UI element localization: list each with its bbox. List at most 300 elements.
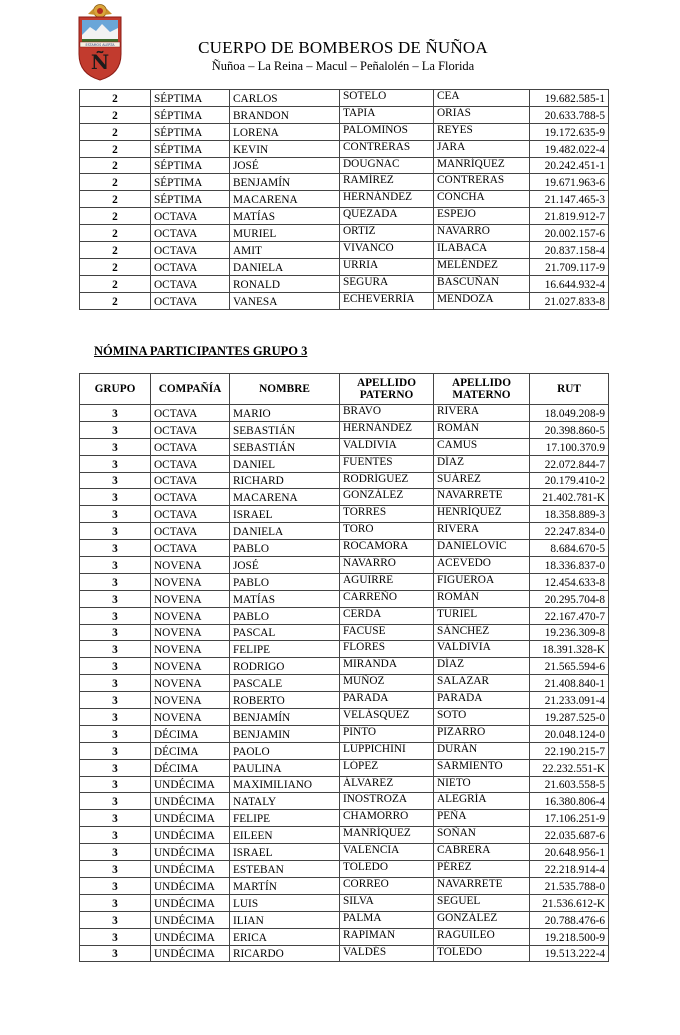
nombre-cell: LUIS [230, 894, 340, 911]
apellido-materno-cell: ACEVEDO [434, 557, 530, 574]
nombre-cell: EILEEN [230, 827, 340, 844]
grupo-cell: 3 [80, 455, 151, 472]
table-row [80, 258, 609, 275]
nombre-cell: RICHARD [230, 472, 340, 489]
grupo-cell: 2 [80, 106, 151, 123]
rut-cell: 20.242.451-1 [530, 157, 609, 174]
rut-cell: 18.391.328-K [530, 641, 609, 658]
grupo-cell: 2 [80, 174, 151, 191]
table-row [80, 928, 609, 945]
apellido-paterno-cell: HERNÁNDEZ [340, 191, 434, 208]
apellido-paterno-cell: CERDA [340, 607, 434, 624]
rut-cell: 22.072.844-7 [530, 455, 609, 472]
compania-cell: NOVENA [151, 709, 230, 726]
compania-cell: UNDÉCIMA [151, 844, 230, 861]
table-row [80, 692, 609, 709]
table-row [80, 489, 609, 506]
grupo-cell: 2 [80, 191, 151, 208]
apellido-paterno-cell: VALENCIA [340, 844, 434, 861]
table-row [80, 191, 609, 208]
nombre-cell: MATÍAS [230, 590, 340, 607]
compania-cell: OCTAVA [151, 523, 230, 540]
table-row [80, 709, 609, 726]
compania-cell: OCTAVA [151, 506, 230, 523]
rut-cell: 18.358.889-3 [530, 506, 609, 523]
nombre-cell: JOSÉ [230, 157, 340, 174]
column-header-grupo: GRUPO [80, 374, 151, 405]
apellido-materno-cell: GONZÁLEZ [434, 911, 530, 928]
grupo-cell: 3 [80, 877, 151, 894]
table-row [80, 405, 609, 422]
grupo-cell: 2 [80, 258, 151, 275]
grupo-cell: 3 [80, 827, 151, 844]
nombre-cell: MACARENA [230, 489, 340, 506]
grupo-cell: 3 [80, 405, 151, 422]
apellido-materno-cell: DÍAZ [434, 658, 530, 675]
compania-cell: UNDÉCIMA [151, 827, 230, 844]
rut-cell: 16.644.932-4 [530, 275, 609, 292]
apellido-paterno-cell: CARREÑO [340, 590, 434, 607]
rut-cell: 21.709.117-9 [530, 258, 609, 275]
apellido-paterno-cell: SILVA [340, 894, 434, 911]
rut-cell: 21.535.788-0 [530, 877, 609, 894]
compania-cell: SÉPTIMA [151, 90, 230, 107]
compania-cell: OCTAVA [151, 242, 230, 259]
apellido-paterno-cell: ROCAMORA [340, 540, 434, 557]
apellido-materno-cell: SÁNCHEZ [434, 624, 530, 641]
rut-cell: 18.336.837-0 [530, 557, 609, 574]
apellido-paterno-cell: FUENTES [340, 455, 434, 472]
compania-cell: NOVENA [151, 607, 230, 624]
table-row [80, 675, 609, 692]
grupo-cell: 2 [80, 225, 151, 242]
apellido-materno-cell: ILABACA [434, 242, 530, 259]
table-row [80, 275, 609, 292]
group3-participants-table [79, 373, 609, 962]
compania-cell: NOVENA [151, 675, 230, 692]
table-row [80, 844, 609, 861]
apellido-paterno-cell: BRAVO [340, 405, 434, 422]
nombre-cell: BENJAMÍN [230, 174, 340, 191]
apellido-materno-cell: HENRÍQUEZ [434, 506, 530, 523]
nombre-cell: JOSÉ [230, 557, 340, 574]
apellido-materno-cell: DANIELOVIC [434, 540, 530, 557]
apellido-paterno-cell: SOTELO [340, 90, 434, 107]
table-row [80, 725, 609, 742]
rut-cell: 22.232.551-K [530, 759, 609, 776]
apellido-paterno-cell: AGUIRRE [340, 573, 434, 590]
grupo-cell: 3 [80, 472, 151, 489]
grupo-cell: 3 [80, 421, 151, 438]
grupo-cell: 3 [80, 759, 151, 776]
grupo-cell: 2 [80, 242, 151, 259]
apellido-paterno-cell: FACUSE [340, 624, 434, 641]
table-row [80, 506, 609, 523]
table-row [80, 540, 609, 557]
nombre-cell: BENJAMÍN [230, 709, 340, 726]
grupo-cell: 3 [80, 675, 151, 692]
table-row [80, 472, 609, 489]
rut-cell: 20.002.157-6 [530, 225, 609, 242]
compania-cell: UNDÉCIMA [151, 810, 230, 827]
nombre-cell: BENJAMIN [230, 725, 340, 742]
table-row [80, 776, 609, 793]
nombre-cell: LORENA [230, 123, 340, 140]
compania-cell: NOVENA [151, 557, 230, 574]
apellido-materno-cell: ROMÁN [434, 421, 530, 438]
nombre-cell: ERICA [230, 928, 340, 945]
apellido-paterno-cell: NAVARRO [340, 557, 434, 574]
apellido-paterno-cell: LUPPICHINI [340, 742, 434, 759]
apellido-materno-cell: JARA [434, 140, 530, 157]
apellido-materno-cell: NAVARRETE [434, 877, 530, 894]
apellido-materno-cell: DÍAZ [434, 455, 530, 472]
rut-cell: 19.236.309-8 [530, 624, 609, 641]
compania-cell: UNDÉCIMA [151, 877, 230, 894]
grupo-cell: 3 [80, 844, 151, 861]
nombre-cell: ROBERTO [230, 692, 340, 709]
compania-cell: SÉPTIMA [151, 174, 230, 191]
apellido-materno-cell: ALEGRÍA [434, 793, 530, 810]
compania-cell: OCTAVA [151, 455, 230, 472]
rut-cell: 22.035.687-6 [530, 827, 609, 844]
compania-cell: UNDÉCIMA [151, 894, 230, 911]
table-row [80, 157, 609, 174]
grupo-cell: 2 [80, 208, 151, 225]
grupo-cell: 3 [80, 523, 151, 540]
rut-cell: 19.172.635-9 [530, 123, 609, 140]
apellido-paterno-cell: QUEZADA [340, 208, 434, 225]
apellido-paterno-cell: ORTIZ [340, 225, 434, 242]
grupo-cell: 3 [80, 911, 151, 928]
apellido-materno-cell: PÉREZ [434, 861, 530, 878]
table-row [80, 945, 609, 962]
apellido-materno-cell: RAGUILEO [434, 928, 530, 945]
compania-cell: UNDÉCIMA [151, 928, 230, 945]
column-header-compania: COMPAÑÍA [151, 374, 230, 405]
apellido-materno-cell: ESPEJO [434, 208, 530, 225]
apellido-paterno-cell: URRIA [340, 258, 434, 275]
table-row [80, 557, 609, 574]
nombre-cell: ESTEBAN [230, 861, 340, 878]
rut-cell: 20.179.410-2 [530, 472, 609, 489]
grupo-cell: 3 [80, 810, 151, 827]
apellido-materno-cell: PARADA [434, 692, 530, 709]
apellido-paterno-cell: TORRES [340, 506, 434, 523]
apellido-paterno-cell: VALDÉS [340, 945, 434, 962]
apellido-paterno-cell: MANRÍQUEZ [340, 827, 434, 844]
rut-cell: 22.190.215-7 [530, 742, 609, 759]
nombre-cell: FELIPE [230, 810, 340, 827]
apellido-materno-cell: CEA [434, 90, 530, 107]
grupo-cell: 3 [80, 861, 151, 878]
compania-cell: NOVENA [151, 573, 230, 590]
rut-cell: 20.398.860-5 [530, 421, 609, 438]
apellido-materno-cell: BASCUÑAN [434, 275, 530, 292]
grupo-cell: 2 [80, 123, 151, 140]
apellido-materno-cell: CONCHA [434, 191, 530, 208]
table-row [80, 590, 609, 607]
compania-cell: SÉPTIMA [151, 123, 230, 140]
compania-cell: OCTAVA [151, 225, 230, 242]
nombre-cell: SEBASTIÁN [230, 438, 340, 455]
rut-cell: 21.536.612-K [530, 894, 609, 911]
nombre-cell: PASCALE [230, 675, 340, 692]
rut-cell: 21.819.912-7 [530, 208, 609, 225]
nombre-cell: PABLO [230, 607, 340, 624]
rut-cell: 19.218.500-9 [530, 928, 609, 945]
grupo-cell: 2 [80, 275, 151, 292]
apellido-materno-cell: NAVARRETE [434, 489, 530, 506]
apellido-materno-cell: VALDIVIA [434, 641, 530, 658]
table-row [80, 292, 609, 309]
apellido-materno-cell: ROMÁN [434, 590, 530, 607]
nombre-cell: FELIPE [230, 641, 340, 658]
rut-cell: 19.671.963-6 [530, 174, 609, 191]
table-row [80, 641, 609, 658]
apellido-materno-cell: TOLEDO [434, 945, 530, 962]
rut-cell: 20.295.704-8 [530, 590, 609, 607]
apellido-materno-cell: SUÁREZ [434, 472, 530, 489]
apellido-materno-cell: RIVERA [434, 523, 530, 540]
apellido-materno-cell: PEÑA [434, 810, 530, 827]
rut-cell: 19.287.525-0 [530, 709, 609, 726]
compania-cell: UNDÉCIMA [151, 945, 230, 962]
nombre-cell: RODRIGO [230, 658, 340, 675]
grupo-cell: 3 [80, 709, 151, 726]
table-row [80, 573, 609, 590]
compania-cell: OCTAVA [151, 292, 230, 309]
nombre-cell: MACARENA [230, 191, 340, 208]
apellido-paterno-cell: VALDIVIA [340, 438, 434, 455]
organization-subtitle: Ñuñoa – La Reina – Macul – Peñalolén – La Florida [211, 59, 475, 73]
apellido-paterno-cell: DOUGNAC [340, 157, 434, 174]
apellido-materno-cell: CONTRERAS [434, 174, 530, 191]
compania-cell: NOVENA [151, 692, 230, 709]
organization-title: CUERPO DE BOMBEROS DE ÑUÑOA [198, 38, 488, 57]
nombre-cell: DANIEL [230, 455, 340, 472]
grupo-cell: 3 [80, 624, 151, 641]
rut-cell: 8.684.670-5 [530, 540, 609, 557]
column-header-apellido-materno: APELLIDO MATERNO [434, 374, 530, 405]
rut-cell: 12.454.633-8 [530, 573, 609, 590]
apellido-paterno-cell: PALOMINOS [340, 123, 434, 140]
rut-cell: 20.788.476-6 [530, 911, 609, 928]
grupo-cell: 3 [80, 692, 151, 709]
compania-cell: SÉPTIMA [151, 140, 230, 157]
apellido-paterno-cell: CHAMORRO [340, 810, 434, 827]
apellido-paterno-cell: RODRÍGUEZ [340, 472, 434, 489]
apellido-paterno-cell: INOSTROZA [340, 793, 434, 810]
table-row [80, 877, 609, 894]
rut-cell: 21.147.465-3 [530, 191, 609, 208]
nombre-cell: PABLO [230, 573, 340, 590]
apellido-materno-cell: TURIEL [434, 607, 530, 624]
rut-cell: 20.048.124-0 [530, 725, 609, 742]
rut-cell: 20.648.956-1 [530, 844, 609, 861]
rut-cell: 20.633.788-5 [530, 106, 609, 123]
nombre-cell: BRANDON [230, 106, 340, 123]
rut-cell: 20.837.158-4 [530, 242, 609, 259]
apellido-paterno-cell: PARADA [340, 692, 434, 709]
apellido-paterno-cell: LÓPEZ [340, 759, 434, 776]
table-row [80, 793, 609, 810]
apellido-materno-cell: MENDOZA [434, 292, 530, 309]
table-header-row [80, 374, 609, 405]
rut-cell: 22.247.834-0 [530, 523, 609, 540]
apellido-paterno-cell: MUÑOZ [340, 675, 434, 692]
table-row [80, 455, 609, 472]
nombre-cell: PASCAL [230, 624, 340, 641]
table-row [80, 90, 609, 107]
table-row [80, 208, 609, 225]
apellido-paterno-cell: GONZÁLEZ [340, 489, 434, 506]
table-row [80, 911, 609, 928]
rut-cell: 21.408.840-1 [530, 675, 609, 692]
table-row [80, 827, 609, 844]
group2-participants-table [79, 89, 609, 310]
grupo-cell: 3 [80, 894, 151, 911]
nombre-cell: MATÍAS [230, 208, 340, 225]
compania-cell: OCTAVA [151, 275, 230, 292]
nombre-cell: PAOLO [230, 742, 340, 759]
grupo-cell: 3 [80, 658, 151, 675]
compania-cell: UNDÉCIMA [151, 861, 230, 878]
rut-cell: 22.167.470-7 [530, 607, 609, 624]
apellido-paterno-cell: TAPIA [340, 106, 434, 123]
apellido-materno-cell: CABRERA [434, 844, 530, 861]
grupo-cell: 2 [80, 90, 151, 107]
table-row [80, 174, 609, 191]
rut-cell: 21.233.091-4 [530, 692, 609, 709]
nombre-cell: DANIELA [230, 523, 340, 540]
nombre-cell: KEVIN [230, 140, 340, 157]
apellido-paterno-cell: VELÁSQUEZ [340, 709, 434, 726]
apellido-paterno-cell: PINTO [340, 725, 434, 742]
table-row [80, 225, 609, 242]
nombre-cell: CARLOS [230, 90, 340, 107]
compania-cell: NOVENA [151, 590, 230, 607]
apellido-materno-cell: PIZARRO [434, 725, 530, 742]
nombre-cell: PAULINA [230, 759, 340, 776]
compania-cell: OCTAVA [151, 540, 230, 557]
grupo-cell: 3 [80, 489, 151, 506]
apellido-paterno-cell: VIVANCO [340, 242, 434, 259]
rut-cell: 19.513.222-4 [530, 945, 609, 962]
apellido-paterno-cell: RAPIMAN [340, 928, 434, 945]
rut-cell: 22.218.914-4 [530, 861, 609, 878]
apellido-materno-cell: FIGUEROA [434, 573, 530, 590]
column-header-rut: RUT [530, 374, 609, 405]
table-row [80, 658, 609, 675]
grupo-cell: 2 [80, 157, 151, 174]
table-row [80, 742, 609, 759]
grupo-cell: 3 [80, 506, 151, 523]
rut-cell: 19.482.022-4 [530, 140, 609, 157]
compania-cell: OCTAVA [151, 258, 230, 275]
compania-cell: OCTAVA [151, 472, 230, 489]
grupo-cell: 3 [80, 540, 151, 557]
table-row [80, 421, 609, 438]
compania-cell: OCTAVA [151, 208, 230, 225]
nombre-cell: VANESA [230, 292, 340, 309]
compania-cell: DÉCIMA [151, 759, 230, 776]
compania-cell: OCTAVA [151, 421, 230, 438]
nombre-cell: AMIT [230, 242, 340, 259]
nombre-cell: RICARDO [230, 945, 340, 962]
apellido-materno-cell: RIVERA [434, 405, 530, 422]
apellido-paterno-cell: CONTRERAS [340, 140, 434, 157]
rut-cell: 17.106.251-9 [530, 810, 609, 827]
compania-cell: DÉCIMA [151, 725, 230, 742]
nombre-cell: ISRAEL [230, 844, 340, 861]
crest-letter: Ñ [90, 50, 110, 74]
grupo-cell: 3 [80, 573, 151, 590]
apellido-materno-cell: MANRÍQUEZ [434, 157, 530, 174]
rut-cell: 19.682.585-1 [530, 90, 609, 107]
grupo-cell: 3 [80, 928, 151, 945]
table-row [80, 106, 609, 123]
grupo-cell: 3 [80, 725, 151, 742]
compania-cell: UNDÉCIMA [151, 793, 230, 810]
table-row [80, 123, 609, 140]
nombre-cell: DANIELA [230, 258, 340, 275]
apellido-paterno-cell: FLORES [340, 641, 434, 658]
rut-cell: 18.049.208-9 [530, 405, 609, 422]
apellido-materno-cell: ORIAS [434, 106, 530, 123]
table-row [80, 523, 609, 540]
grupo-cell: 3 [80, 607, 151, 624]
rut-cell: 21.402.781-K [530, 489, 609, 506]
compania-cell: UNDÉCIMA [151, 911, 230, 928]
table-row [80, 810, 609, 827]
table-row [80, 861, 609, 878]
compania-cell: NOVENA [151, 658, 230, 675]
apellido-paterno-cell: HERNÁNDEZ [340, 421, 434, 438]
grupo-cell: 3 [80, 590, 151, 607]
nombre-cell: NATALY [230, 793, 340, 810]
compania-cell: NOVENA [151, 624, 230, 641]
grupo-cell: 3 [80, 742, 151, 759]
table-row [80, 759, 609, 776]
apellido-paterno-cell: ÁLVAREZ [340, 776, 434, 793]
nombre-cell: MAXIMILIANO [230, 776, 340, 793]
table-row [80, 894, 609, 911]
table-row [80, 624, 609, 641]
apellido-materno-cell: DURÁN [434, 742, 530, 759]
nombre-cell: MARTÍN [230, 877, 340, 894]
nombre-cell: PABLO [230, 540, 340, 557]
apellido-paterno-cell: PALMA [340, 911, 434, 928]
compania-cell: SÉPTIMA [151, 191, 230, 208]
apellido-paterno-cell: MIRANDA [340, 658, 434, 675]
nombre-cell: RONALD [230, 275, 340, 292]
nombre-cell: SEBASTIÁN [230, 421, 340, 438]
compania-cell: OCTAVA [151, 438, 230, 455]
nombre-cell: MURIEL [230, 225, 340, 242]
grupo-cell: 2 [80, 292, 151, 309]
nombre-cell: ISRAEL [230, 506, 340, 523]
table-row [80, 242, 609, 259]
apellido-materno-cell: REYES [434, 123, 530, 140]
grupo-cell: 2 [80, 140, 151, 157]
rut-cell: 21.565.594-6 [530, 658, 609, 675]
compania-cell: SÉPTIMA [151, 106, 230, 123]
apellido-paterno-cell: RAMÍREZ [340, 174, 434, 191]
crest-motto: ESTAMOS ALERTA [85, 43, 115, 47]
grupo-cell: 3 [80, 438, 151, 455]
compania-cell: DÉCIMA [151, 742, 230, 759]
